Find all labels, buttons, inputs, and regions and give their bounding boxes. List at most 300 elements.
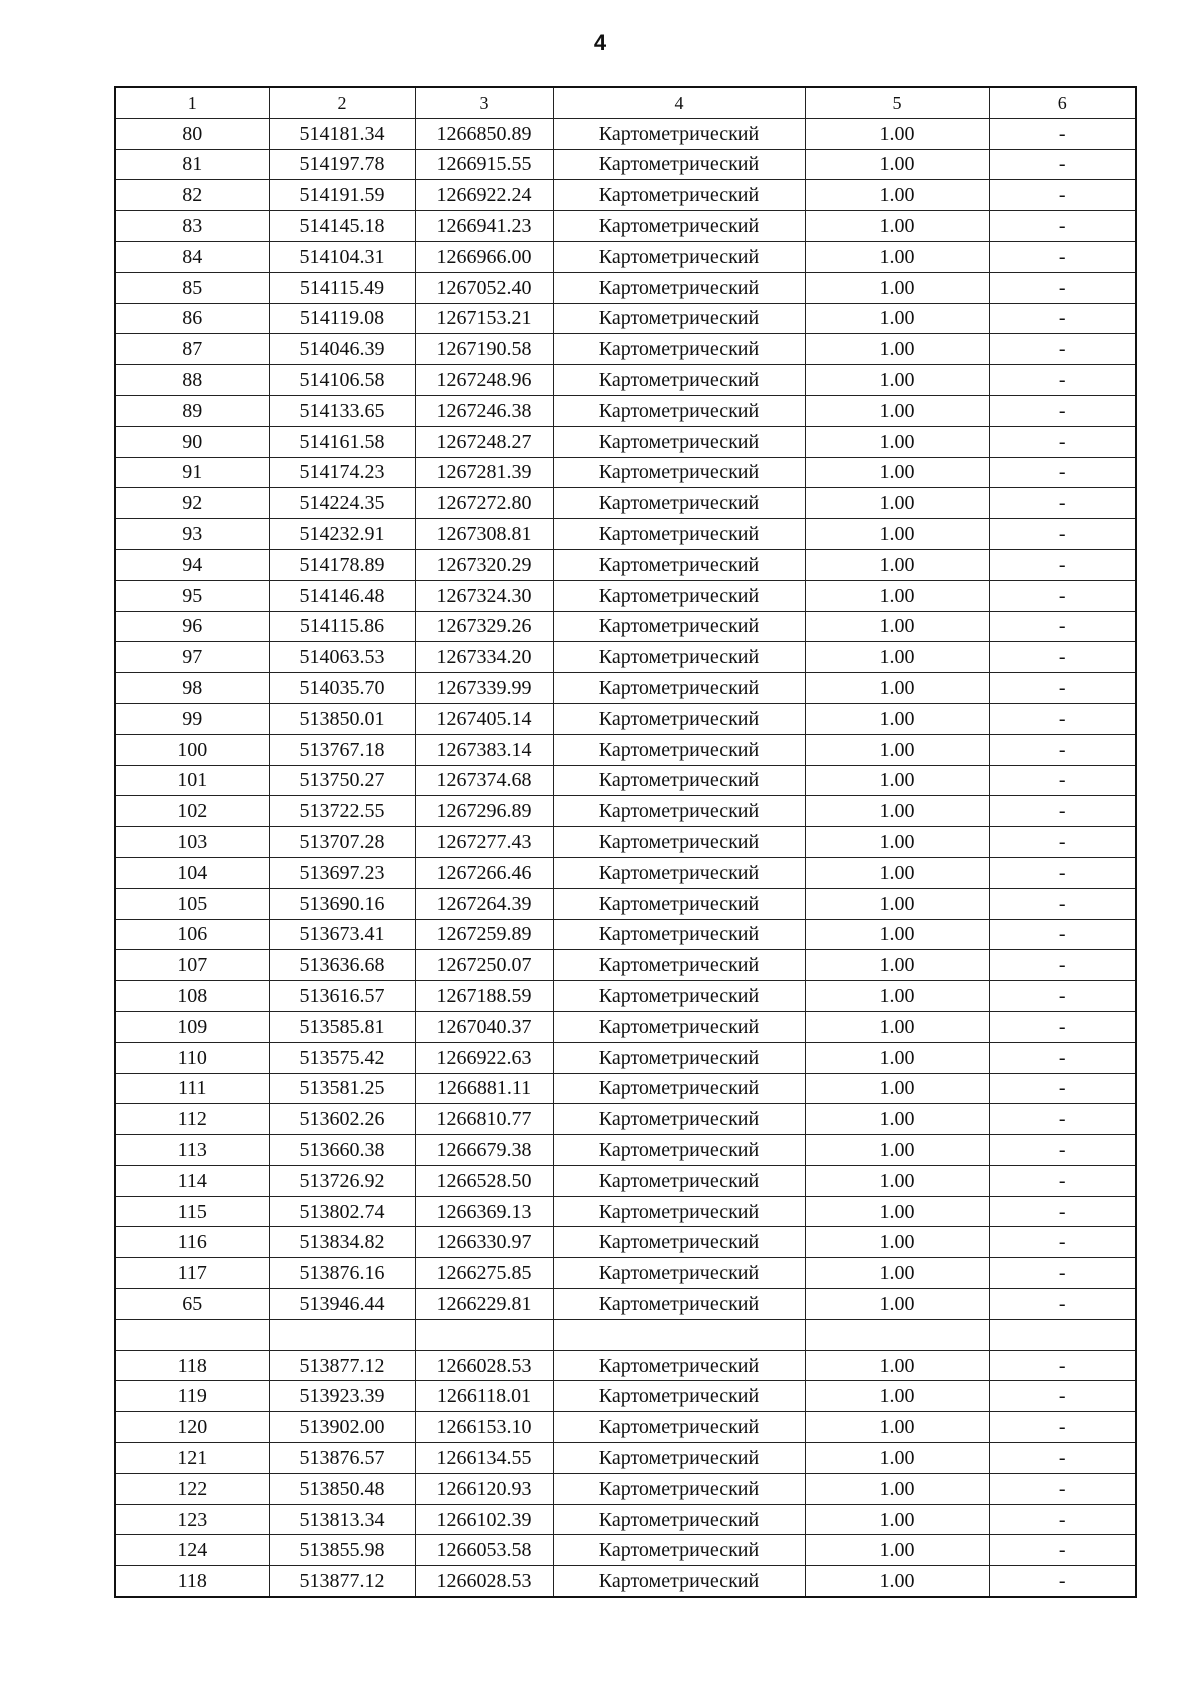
y-coordinate-cell: 1267264.39 xyxy=(415,888,553,919)
accuracy-cell: 1.00 xyxy=(805,1350,989,1381)
y-coordinate-cell: 1266679.38 xyxy=(415,1135,553,1166)
x-coordinate-cell: 513855.98 xyxy=(269,1535,415,1566)
table-row xyxy=(115,1350,1136,1381)
point-number-cell: 84 xyxy=(115,241,269,272)
table-row xyxy=(115,1566,1136,1597)
accuracy-cell: 1.00 xyxy=(805,1165,989,1196)
description-cell: - xyxy=(989,1196,1136,1227)
x-coordinate-cell: 513690.16 xyxy=(269,888,415,919)
x-coordinate-cell: 513850.48 xyxy=(269,1473,415,1504)
table-row xyxy=(115,303,1136,334)
y-coordinate-cell: 1267190.58 xyxy=(415,334,553,365)
x-coordinate-cell: 514146.48 xyxy=(269,580,415,611)
table-row xyxy=(115,1443,1136,1474)
point-number-cell: 122 xyxy=(115,1473,269,1504)
method-cell: Картометрический xyxy=(553,703,805,734)
accuracy-cell: 1.00 xyxy=(805,919,989,950)
point-number-cell: 82 xyxy=(115,180,269,211)
x-coordinate-cell: 514119.08 xyxy=(269,303,415,334)
accuracy-cell: 1.00 xyxy=(805,426,989,457)
point-number-cell: 90 xyxy=(115,426,269,457)
accuracy-cell: 1.00 xyxy=(805,241,989,272)
table-row xyxy=(115,1165,1136,1196)
y-coordinate-cell: 1267246.38 xyxy=(415,395,553,426)
table-row xyxy=(115,1473,1136,1504)
description-cell: - xyxy=(989,1104,1136,1135)
table-row xyxy=(115,981,1136,1012)
x-coordinate-cell: 513850.01 xyxy=(269,703,415,734)
method-cell: Картометрический xyxy=(553,919,805,950)
y-coordinate-cell: 1267383.14 xyxy=(415,734,553,765)
point-number-cell: 102 xyxy=(115,796,269,827)
method-cell: Картометрический xyxy=(553,118,805,149)
description-cell: - xyxy=(989,1412,1136,1443)
description-cell: - xyxy=(989,1473,1136,1504)
table-row xyxy=(115,1289,1136,1320)
description-cell: - xyxy=(989,1073,1136,1104)
table-row xyxy=(115,519,1136,550)
table-row xyxy=(115,118,1136,149)
y-coordinate-cell: 1266810.77 xyxy=(415,1104,553,1135)
table-row xyxy=(115,888,1136,919)
method-cell: Картометрический xyxy=(553,1473,805,1504)
x-coordinate-cell: 513707.28 xyxy=(269,827,415,858)
point-number-cell: 91 xyxy=(115,457,269,488)
accuracy-cell: 1.00 xyxy=(805,642,989,673)
point-number-cell: 94 xyxy=(115,549,269,580)
point-number-cell: 121 xyxy=(115,1443,269,1474)
x-coordinate-cell: 514063.53 xyxy=(269,642,415,673)
x-coordinate-cell: 513877.12 xyxy=(269,1566,415,1597)
x-coordinate-cell: 514046.39 xyxy=(269,334,415,365)
x-coordinate-cell: 513876.16 xyxy=(269,1258,415,1289)
y-coordinate-cell: 1266915.55 xyxy=(415,149,553,180)
method-cell: Картометрический xyxy=(553,1196,805,1227)
method-cell: Картометрический xyxy=(553,1042,805,1073)
y-coordinate-cell: 1267272.80 xyxy=(415,488,553,519)
x-coordinate-cell: 513660.38 xyxy=(269,1135,415,1166)
accuracy-cell: 1.00 xyxy=(805,888,989,919)
description-cell: - xyxy=(989,180,1136,211)
x-coordinate-cell: 513602.26 xyxy=(269,1104,415,1135)
table-row xyxy=(115,395,1136,426)
y-coordinate-cell: 1267248.27 xyxy=(415,426,553,457)
table-row xyxy=(115,1258,1136,1289)
method-cell: Картометрический xyxy=(553,211,805,242)
description-cell: - xyxy=(989,241,1136,272)
accuracy-cell: 1.00 xyxy=(805,1289,989,1320)
point-number-cell: 65 xyxy=(115,1289,269,1320)
point-number-cell: 124 xyxy=(115,1535,269,1566)
y-coordinate-cell: 1266941.23 xyxy=(415,211,553,242)
method-cell: Картометрический xyxy=(553,180,805,211)
y-coordinate-cell: 1266330.97 xyxy=(415,1227,553,1258)
x-coordinate-cell: 514178.89 xyxy=(269,549,415,580)
point-number-cell: 81 xyxy=(115,149,269,180)
x-coordinate-cell: 513834.82 xyxy=(269,1227,415,1258)
table-row xyxy=(115,1381,1136,1412)
x-coordinate-cell: 514191.59 xyxy=(269,180,415,211)
x-coordinate-cell: 513673.41 xyxy=(269,919,415,950)
x-coordinate-cell: 513726.92 xyxy=(269,1165,415,1196)
method-cell: Картометрический xyxy=(553,1381,805,1412)
point-number-cell: 101 xyxy=(115,765,269,796)
accuracy-cell: 1.00 xyxy=(805,1504,989,1535)
y-coordinate-cell: 1267320.29 xyxy=(415,549,553,580)
point-number-cell: 107 xyxy=(115,950,269,981)
point-number-cell: 114 xyxy=(115,1165,269,1196)
y-coordinate-cell: 1267329.26 xyxy=(415,611,553,642)
y-coordinate-cell: 1267334.20 xyxy=(415,642,553,673)
y-coordinate-cell: 1266120.93 xyxy=(415,1473,553,1504)
table-row xyxy=(115,241,1136,272)
x-coordinate-cell: 513902.00 xyxy=(269,1412,415,1443)
accuracy-cell: 1.00 xyxy=(805,211,989,242)
point-number-cell: 86 xyxy=(115,303,269,334)
y-coordinate-cell: 1266850.89 xyxy=(415,118,553,149)
method-cell: Картометрический xyxy=(553,549,805,580)
point-number-cell: 85 xyxy=(115,272,269,303)
method-cell: Картометрический xyxy=(553,457,805,488)
x-coordinate-cell: 513876.57 xyxy=(269,1443,415,1474)
y-coordinate-cell: 1266369.13 xyxy=(415,1196,553,1227)
description-cell: - xyxy=(989,950,1136,981)
point-number-cell: 111 xyxy=(115,1073,269,1104)
table-row xyxy=(115,1104,1136,1135)
page-number: 4 xyxy=(593,30,607,55)
method-cell: Картометрический xyxy=(553,303,805,334)
description-cell xyxy=(989,1319,1136,1350)
point-number-cell: 115 xyxy=(115,1196,269,1227)
description-cell: - xyxy=(989,149,1136,180)
y-coordinate-cell: 1267040.37 xyxy=(415,1011,553,1042)
accuracy-cell: 1.00 xyxy=(805,1135,989,1166)
header-cell-3: 3 xyxy=(415,87,553,118)
method-cell: Картометрический xyxy=(553,149,805,180)
y-coordinate-cell: 1266922.63 xyxy=(415,1042,553,1073)
table-row xyxy=(115,1135,1136,1166)
accuracy-cell: 1.00 xyxy=(805,272,989,303)
method-cell: Картометрический xyxy=(553,765,805,796)
method-cell: Картометрический xyxy=(553,734,805,765)
table-row xyxy=(115,734,1136,765)
accuracy-cell: 1.00 xyxy=(805,1566,989,1597)
method-cell: Картометрический xyxy=(553,395,805,426)
point-number-cell: 118 xyxy=(115,1566,269,1597)
y-coordinate-cell: 1266118.01 xyxy=(415,1381,553,1412)
method-cell: Картометрический xyxy=(553,950,805,981)
description-cell: - xyxy=(989,1042,1136,1073)
description-cell: - xyxy=(989,211,1136,242)
table-row xyxy=(115,642,1136,673)
x-coordinate-cell: 514115.49 xyxy=(269,272,415,303)
x-coordinate-cell: 513923.39 xyxy=(269,1381,415,1412)
description-cell: - xyxy=(989,334,1136,365)
table-row xyxy=(115,180,1136,211)
table-row xyxy=(115,580,1136,611)
x-coordinate-cell: 514104.31 xyxy=(269,241,415,272)
description-cell: - xyxy=(989,611,1136,642)
method-cell: Картометрический xyxy=(553,611,805,642)
accuracy-cell: 1.00 xyxy=(805,365,989,396)
table-row xyxy=(115,827,1136,858)
x-coordinate-cell: 513802.74 xyxy=(269,1196,415,1227)
table-row xyxy=(115,1412,1136,1443)
accuracy-cell: 1.00 xyxy=(805,519,989,550)
method-cell: Картометрический xyxy=(553,1412,805,1443)
header-cell-2: 2 xyxy=(269,87,415,118)
x-coordinate-cell: 514145.18 xyxy=(269,211,415,242)
y-coordinate-cell: 1266966.00 xyxy=(415,241,553,272)
x-coordinate-cell: 513585.81 xyxy=(269,1011,415,1042)
x-coordinate-cell: 514106.58 xyxy=(269,365,415,396)
x-coordinate-cell: 513767.18 xyxy=(269,734,415,765)
x-coordinate-cell: 513581.25 xyxy=(269,1073,415,1104)
table-row xyxy=(115,857,1136,888)
point-number-cell: 105 xyxy=(115,888,269,919)
method-cell: Картометрический xyxy=(553,1227,805,1258)
description-cell: - xyxy=(989,1566,1136,1597)
description-cell: - xyxy=(989,703,1136,734)
y-coordinate-cell: 1266153.10 xyxy=(415,1412,553,1443)
method-cell: Картометрический xyxy=(553,488,805,519)
y-coordinate-cell: 1266028.53 xyxy=(415,1350,553,1381)
x-coordinate-cell: 513722.55 xyxy=(269,796,415,827)
x-coordinate-cell: 514115.86 xyxy=(269,611,415,642)
y-coordinate-cell: 1267339.99 xyxy=(415,673,553,704)
table-row xyxy=(115,1535,1136,1566)
accuracy-cell: 1.00 xyxy=(805,1011,989,1042)
point-number-cell: 92 xyxy=(115,488,269,519)
point-number-cell: 93 xyxy=(115,519,269,550)
point-number-cell: 89 xyxy=(115,395,269,426)
accuracy-cell: 1.00 xyxy=(805,180,989,211)
table-row xyxy=(115,365,1136,396)
point-number-cell xyxy=(115,1319,269,1350)
y-coordinate-cell: 1267052.40 xyxy=(415,272,553,303)
method-cell: Картометрический xyxy=(553,426,805,457)
y-coordinate-cell: 1266102.39 xyxy=(415,1504,553,1535)
accuracy-cell: 1.00 xyxy=(805,611,989,642)
description-cell: - xyxy=(989,796,1136,827)
header-cell-6: 6 xyxy=(989,87,1136,118)
y-coordinate-cell: 1266028.53 xyxy=(415,1566,553,1597)
x-coordinate-cell: 513616.57 xyxy=(269,981,415,1012)
y-coordinate-cell: 1267266.46 xyxy=(415,857,553,888)
method-cell: Картометрический xyxy=(553,519,805,550)
point-number-cell: 95 xyxy=(115,580,269,611)
table-row xyxy=(115,211,1136,242)
method-cell: Картометрический xyxy=(553,1443,805,1474)
x-coordinate-cell: 514181.34 xyxy=(269,118,415,149)
y-coordinate-cell: 1267405.14 xyxy=(415,703,553,734)
method-cell: Картометрический xyxy=(553,1165,805,1196)
accuracy-cell: 1.00 xyxy=(805,827,989,858)
accuracy-cell: 1.00 xyxy=(805,1412,989,1443)
accuracy-cell: 1.00 xyxy=(805,1104,989,1135)
description-cell: - xyxy=(989,888,1136,919)
table-row xyxy=(115,673,1136,704)
table-row xyxy=(115,1042,1136,1073)
y-coordinate-cell: 1267153.21 xyxy=(415,303,553,334)
x-coordinate-cell: 514174.23 xyxy=(269,457,415,488)
description-cell: - xyxy=(989,827,1136,858)
method-cell: Картометрический xyxy=(553,1504,805,1535)
accuracy-cell: 1.00 xyxy=(805,1381,989,1412)
method-cell: Картометрический xyxy=(553,888,805,919)
point-number-cell: 123 xyxy=(115,1504,269,1535)
description-cell: - xyxy=(989,765,1136,796)
y-coordinate-cell: 1267374.68 xyxy=(415,765,553,796)
y-coordinate-cell: 1267308.81 xyxy=(415,519,553,550)
accuracy-cell: 1.00 xyxy=(805,703,989,734)
table-row xyxy=(115,765,1136,796)
description-cell: - xyxy=(989,857,1136,888)
description-cell: - xyxy=(989,1011,1136,1042)
method-cell: Картометрический xyxy=(553,1011,805,1042)
description-cell: - xyxy=(989,734,1136,765)
description-cell: - xyxy=(989,1227,1136,1258)
description-cell: - xyxy=(989,1504,1136,1535)
accuracy-cell: 1.00 xyxy=(805,950,989,981)
method-cell: Картометрический xyxy=(553,241,805,272)
point-number-cell: 116 xyxy=(115,1227,269,1258)
point-number-cell: 97 xyxy=(115,642,269,673)
description-cell: - xyxy=(989,1135,1136,1166)
description-cell: - xyxy=(989,549,1136,580)
y-coordinate-cell: 1267324.30 xyxy=(415,580,553,611)
method-cell: Картометрический xyxy=(553,1350,805,1381)
description-cell: - xyxy=(989,426,1136,457)
accuracy-cell: 1.00 xyxy=(805,734,989,765)
method-cell: Картометрический xyxy=(553,1289,805,1320)
description-cell: - xyxy=(989,1381,1136,1412)
y-coordinate-cell: 1267250.07 xyxy=(415,950,553,981)
accuracy-cell: 1.00 xyxy=(805,488,989,519)
method-cell: Картометрический xyxy=(553,1104,805,1135)
description-cell: - xyxy=(989,642,1136,673)
description-cell: - xyxy=(989,365,1136,396)
y-coordinate-cell: 1267281.39 xyxy=(415,457,553,488)
table-row xyxy=(115,1011,1136,1042)
point-number-cell: 104 xyxy=(115,857,269,888)
x-coordinate-cell: 513697.23 xyxy=(269,857,415,888)
table-row xyxy=(115,703,1136,734)
point-number-cell: 113 xyxy=(115,1135,269,1166)
accuracy-cell xyxy=(805,1319,989,1350)
description-cell: - xyxy=(989,1165,1136,1196)
accuracy-cell: 1.00 xyxy=(805,118,989,149)
x-coordinate-cell: 514232.91 xyxy=(269,519,415,550)
x-coordinate-cell: 514035.70 xyxy=(269,673,415,704)
x-coordinate-cell: 513946.44 xyxy=(269,1289,415,1320)
table-row xyxy=(115,611,1136,642)
table-body xyxy=(115,87,1136,1597)
description-cell: - xyxy=(989,118,1136,149)
accuracy-cell: 1.00 xyxy=(805,1196,989,1227)
accuracy-cell: 1.00 xyxy=(805,149,989,180)
method-cell: Картометрический xyxy=(553,1135,805,1166)
method-cell: Картометрический xyxy=(553,981,805,1012)
method-cell: Картометрический xyxy=(553,1258,805,1289)
y-coordinate-cell: 1266881.11 xyxy=(415,1073,553,1104)
description-cell: - xyxy=(989,457,1136,488)
table-row xyxy=(115,796,1136,827)
x-coordinate-cell: 513877.12 xyxy=(269,1350,415,1381)
accuracy-cell: 1.00 xyxy=(805,1535,989,1566)
y-coordinate-cell: 1267259.89 xyxy=(415,919,553,950)
accuracy-cell: 1.00 xyxy=(805,395,989,426)
point-number-cell: 117 xyxy=(115,1258,269,1289)
description-cell: - xyxy=(989,580,1136,611)
x-coordinate-cell: 513575.42 xyxy=(269,1042,415,1073)
x-coordinate-cell: 513636.68 xyxy=(269,950,415,981)
method-cell: Картометрический xyxy=(553,1073,805,1104)
description-cell: - xyxy=(989,395,1136,426)
point-number-cell: 100 xyxy=(115,734,269,765)
point-number-cell: 98 xyxy=(115,673,269,704)
table-row xyxy=(115,334,1136,365)
method-cell xyxy=(553,1319,805,1350)
accuracy-cell: 1.00 xyxy=(805,549,989,580)
accuracy-cell: 1.00 xyxy=(805,857,989,888)
table-row xyxy=(115,1319,1136,1350)
y-coordinate-cell: 1267277.43 xyxy=(415,827,553,858)
table-row xyxy=(115,488,1136,519)
description-cell: - xyxy=(989,519,1136,550)
point-number-cell: 99 xyxy=(115,703,269,734)
header-cell-5: 5 xyxy=(805,87,989,118)
method-cell: Картометрический xyxy=(553,1535,805,1566)
table-row xyxy=(115,426,1136,457)
accuracy-cell: 1.00 xyxy=(805,1042,989,1073)
point-number-cell: 109 xyxy=(115,1011,269,1042)
accuracy-cell: 1.00 xyxy=(805,580,989,611)
y-coordinate-cell: 1266134.55 xyxy=(415,1443,553,1474)
method-cell: Картометрический xyxy=(553,1566,805,1597)
point-number-cell: 119 xyxy=(115,1381,269,1412)
description-cell: - xyxy=(989,1289,1136,1320)
description-cell: - xyxy=(989,488,1136,519)
description-cell: - xyxy=(989,673,1136,704)
accuracy-cell: 1.00 xyxy=(805,796,989,827)
method-cell: Картометрический xyxy=(553,334,805,365)
accuracy-cell: 1.00 xyxy=(805,334,989,365)
x-coordinate-cell xyxy=(269,1319,415,1350)
table-row xyxy=(115,1227,1136,1258)
x-coordinate-cell: 514197.78 xyxy=(269,149,415,180)
method-cell: Картометрический xyxy=(553,365,805,396)
x-coordinate-cell: 514224.35 xyxy=(269,488,415,519)
table-row xyxy=(115,919,1136,950)
table-row xyxy=(115,149,1136,180)
y-coordinate-cell: 1267296.89 xyxy=(415,796,553,827)
point-number-cell: 103 xyxy=(115,827,269,858)
table-row xyxy=(115,1196,1136,1227)
point-number-cell: 80 xyxy=(115,118,269,149)
description-cell: - xyxy=(989,1258,1136,1289)
y-coordinate-cell: 1267188.59 xyxy=(415,981,553,1012)
accuracy-cell: 1.00 xyxy=(805,1473,989,1504)
y-coordinate-cell xyxy=(415,1319,553,1350)
x-coordinate-cell: 514161.58 xyxy=(269,426,415,457)
table-header-row xyxy=(115,87,1136,118)
table-row xyxy=(115,272,1136,303)
y-coordinate-cell: 1266528.50 xyxy=(415,1165,553,1196)
x-coordinate-cell: 514133.65 xyxy=(269,395,415,426)
point-number-cell: 106 xyxy=(115,919,269,950)
table-row xyxy=(115,457,1136,488)
